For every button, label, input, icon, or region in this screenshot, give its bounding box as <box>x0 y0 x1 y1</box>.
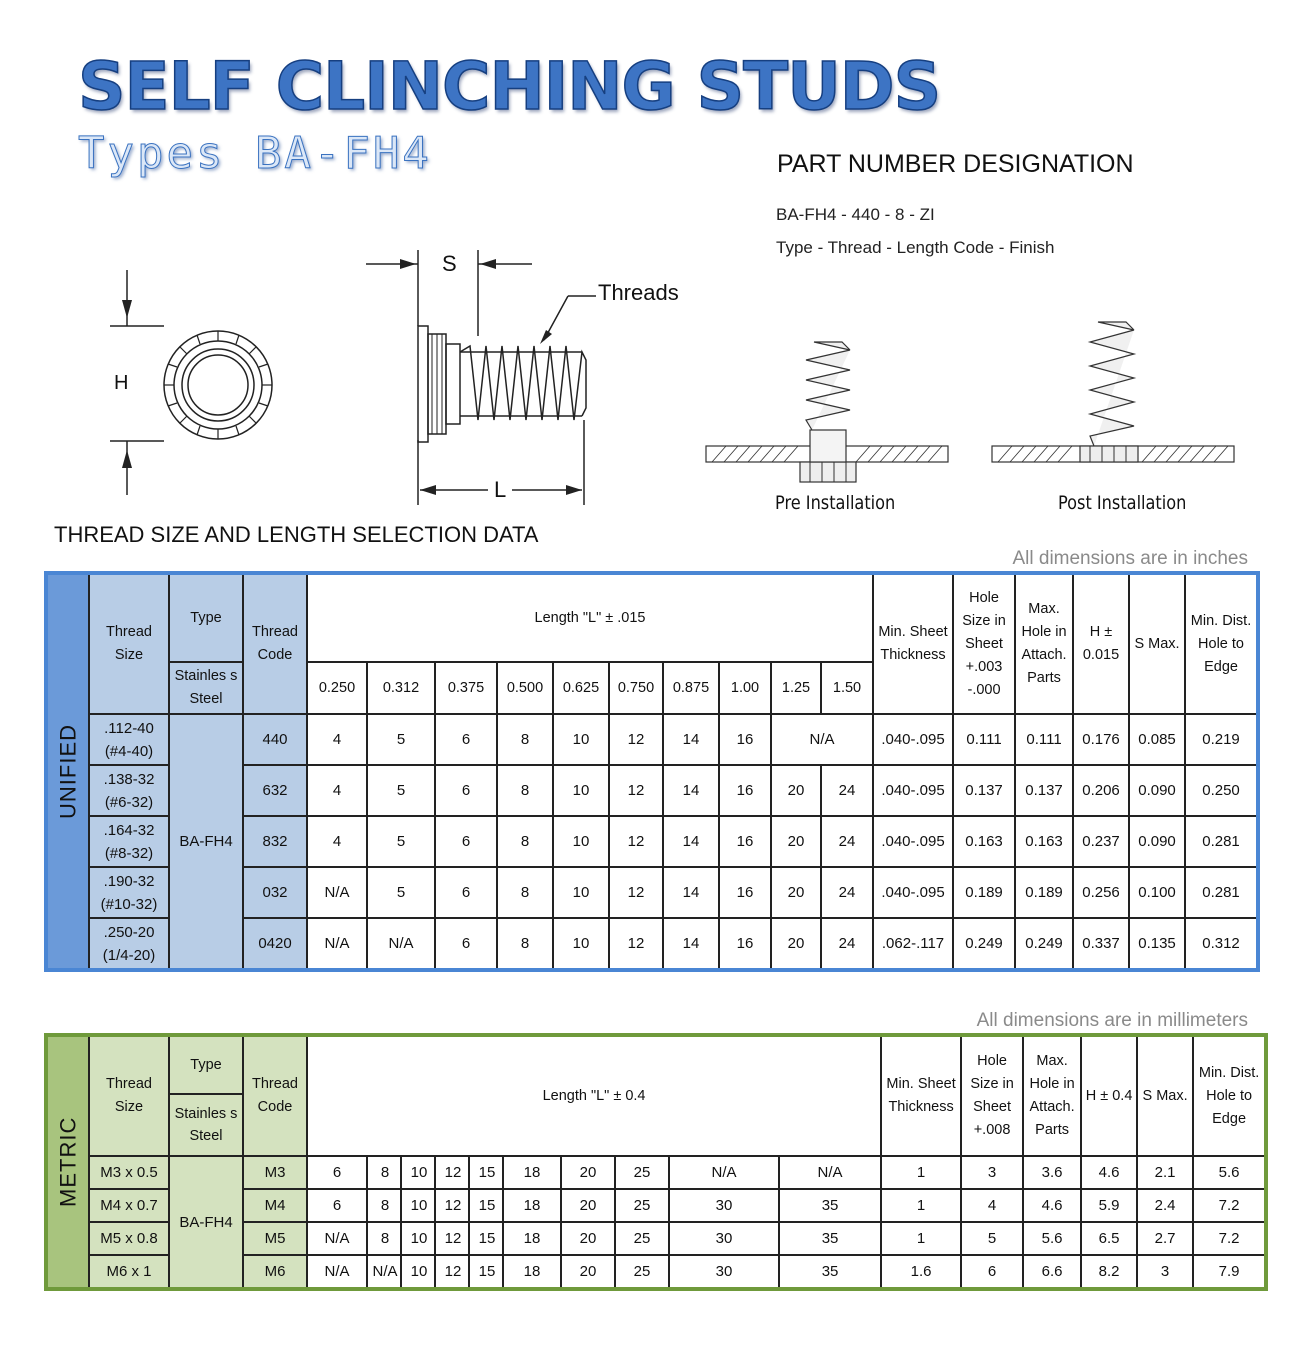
length-code-cell: 20 <box>771 816 821 867</box>
length-code-cell: 20 <box>561 1156 615 1189</box>
length-code-cell: 12 <box>609 816 663 867</box>
length-code-cell: 18 <box>503 1255 561 1288</box>
length-code-cell: 15 <box>469 1156 503 1189</box>
thread-size-cell <box>89 816 169 867</box>
metric-table <box>46 1035 1266 1289</box>
header-s: S Max. <box>1129 574 1185 714</box>
length-code-cell: 25 <box>615 1255 669 1288</box>
s-cell: 0.100 <box>1129 867 1185 918</box>
h-cell: 0.237 <box>1073 816 1129 867</box>
header-type: Type <box>170 1037 242 1095</box>
s-cell: 2.1 <box>1137 1156 1193 1189</box>
pre-installation-label: Pre Installation <box>775 492 896 514</box>
length-code-cell: 18 <box>503 1189 561 1222</box>
thread-size-primary: .138-32 <box>103 770 155 788</box>
max-hole-cell: 0.111 <box>1015 714 1073 765</box>
length-code-cell: 8 <box>497 765 553 816</box>
thread-size-cell: M4 x 0.7 <box>89 1189 169 1222</box>
min-dist-cell: 7.2 <box>1193 1222 1265 1255</box>
header-stainless: Stainles s Steel <box>169 662 243 714</box>
length-code-cell: 35 <box>779 1255 881 1288</box>
min-dist-cell: 0.312 <box>1185 918 1257 969</box>
length-code-cell: N/A <box>367 1255 401 1288</box>
page-title: SELF CLINCHING STUDS <box>78 48 941 125</box>
length-code-cell: N/A <box>307 867 367 918</box>
hole-size-cell: 3 <box>961 1156 1023 1189</box>
length-code-cell: 15 <box>469 1222 503 1255</box>
thread-code-cell: 832 <box>243 816 307 867</box>
unified-units-note: All dimensions are in inches <box>1012 548 1248 569</box>
length-header: 0.312 <box>367 662 435 714</box>
header-min-sheet: Min. Sheet Thickness <box>881 1036 961 1156</box>
thread-code-cell: M4 <box>243 1189 307 1222</box>
unified-side-label: UNIFIED <box>47 574 89 969</box>
length-code-cell: 4 <box>307 765 367 816</box>
hole-size-cell: 6 <box>961 1255 1023 1288</box>
header-max-hole: Max. Hole in Attach. Parts <box>1023 1036 1081 1156</box>
s-cell: 3 <box>1137 1255 1193 1288</box>
thread-code-cell: 0420 <box>243 918 307 969</box>
pre-installation-drawing <box>706 342 948 482</box>
thread-size-primary: .112-40 <box>104 719 154 737</box>
length-code-cell: 6 <box>435 765 497 816</box>
hole-size-cell: 4 <box>961 1189 1023 1222</box>
min-dist-cell: 0.250 <box>1185 765 1257 816</box>
min-dist-cell: 5.6 <box>1193 1156 1265 1189</box>
thread-size-cell: M6 x 1 <box>89 1255 169 1288</box>
length-code-cell: 12 <box>609 714 663 765</box>
thread-size-cell <box>89 714 169 765</box>
length-code-cell: 4 <box>307 816 367 867</box>
length-code-cell: 8 <box>497 816 553 867</box>
thread-code-cell: M5 <box>243 1222 307 1255</box>
thread-code-cell: M3 <box>243 1156 307 1189</box>
hole-size-cell: 0.163 <box>953 816 1015 867</box>
length-code-cell: 15 <box>469 1255 503 1288</box>
header-hole-size: Hole Size in Sheet +.008 <box>961 1036 1023 1156</box>
min-sheet-cell: 1.6 <box>881 1255 961 1288</box>
length-header: 0.500 <box>497 662 553 714</box>
length-header: 1.00 <box>719 662 771 714</box>
min-sheet-cell: 1 <box>881 1222 961 1255</box>
length-code-cell: 6 <box>435 918 497 969</box>
length-code-cell: 25 <box>615 1222 669 1255</box>
min-sheet-cell: .040-.095 <box>873 816 953 867</box>
max-hole-cell: 0.189 <box>1015 867 1073 918</box>
length-code-cell: 16 <box>719 765 771 816</box>
length-code-cell: 8 <box>497 867 553 918</box>
length-code-cell: 20 <box>561 1222 615 1255</box>
h-cell: 0.337 <box>1073 918 1129 969</box>
thread-code-cell: 632 <box>243 765 307 816</box>
length-code-cell: 12 <box>435 1255 469 1288</box>
s-dimension-label: S <box>442 251 457 276</box>
thread-size-secondary: (#4-40) <box>104 742 154 760</box>
length-code-cell: 8 <box>367 1156 401 1189</box>
length-code-cell: N/A <box>307 1255 367 1288</box>
s-cell: 2.7 <box>1137 1222 1193 1255</box>
header-max-hole: Max. Hole in Attach. Parts <box>1015 574 1073 714</box>
length-code-cell: 8 <box>497 714 553 765</box>
min-sheet-cell: .040-.095 <box>873 867 953 918</box>
length-header: 0.625 <box>553 662 609 714</box>
header-min-dist: Min. Dist. Hole to Edge <box>1185 574 1257 714</box>
length-code-cell: 14 <box>663 816 719 867</box>
min-dist-cell: 0.219 <box>1185 714 1257 765</box>
length-code-cell: N/A <box>771 714 873 765</box>
length-header: 0.750 <box>609 662 663 714</box>
length-code-cell: 8 <box>497 918 553 969</box>
length-code-cell: 4 <box>307 714 367 765</box>
post-installation-drawing <box>992 322 1234 462</box>
length-code-cell: 10 <box>401 1255 435 1288</box>
max-hole-cell: 4.6 <box>1023 1189 1081 1222</box>
selection-data-title: THREAD SIZE AND LENGTH SELECTION DATA <box>54 522 539 547</box>
min-sheet-cell: 1 <box>881 1189 961 1222</box>
thread-size-cell <box>89 765 169 816</box>
length-code-cell: 20 <box>771 867 821 918</box>
length-code-cell: 12 <box>609 918 663 969</box>
length-header: 1.50 <box>821 662 873 714</box>
stud-drawing <box>0 0 1300 520</box>
h-cell: 0.206 <box>1073 765 1129 816</box>
length-code-cell: N/A <box>779 1156 881 1189</box>
length-code-cell: 20 <box>561 1255 615 1288</box>
thread-size-cell: M3 x 0.5 <box>89 1156 169 1189</box>
table-row <box>47 1156 1265 1189</box>
length-code-cell: N/A <box>307 918 367 969</box>
stud-end-view <box>110 270 272 495</box>
min-sheet-cell: 1 <box>881 1156 961 1189</box>
length-code-cell: 16 <box>719 714 771 765</box>
length-code-cell: 10 <box>401 1189 435 1222</box>
length-code-cell: 25 <box>615 1156 669 1189</box>
header-stainless: Stainles s Steel <box>174 1106 238 1144</box>
header-s: S Max. <box>1137 1036 1193 1156</box>
length-code-cell: 20 <box>561 1189 615 1222</box>
max-hole-cell: 3.6 <box>1023 1156 1081 1189</box>
length-code-cell: 10 <box>553 918 609 969</box>
header-h: H ± 0.015 <box>1073 574 1129 714</box>
length-code-cell: 6 <box>307 1156 367 1189</box>
table-row <box>47 714 1257 765</box>
post-installation-label: Post Installation <box>1058 492 1187 514</box>
header-thread-code: Thread Code <box>243 1036 307 1156</box>
hole-size-cell: 0.249 <box>953 918 1015 969</box>
s-cell: 0.090 <box>1129 765 1185 816</box>
max-hole-cell: 0.137 <box>1015 765 1073 816</box>
length-code-cell: 16 <box>719 918 771 969</box>
length-code-cell: 20 <box>771 918 821 969</box>
min-dist-cell: 7.2 <box>1193 1189 1265 1222</box>
header-min-dist: Min. Dist. Hole to Edge <box>1193 1036 1265 1156</box>
metric-units-note: All dimensions are in millimeters <box>976 1010 1248 1031</box>
header-hole-size: Hole Size in Sheet +.003 -.000 <box>953 574 1015 714</box>
length-code-cell: 16 <box>719 816 771 867</box>
hole-size-cell: 0.189 <box>953 867 1015 918</box>
h-cell: 4.6 <box>1081 1156 1137 1189</box>
length-header: 0.250 <box>307 662 367 714</box>
length-code-cell: N/A <box>367 918 435 969</box>
length-code-cell: 5 <box>367 714 435 765</box>
length-code-cell: 12 <box>435 1156 469 1189</box>
length-code-cell: 10 <box>553 816 609 867</box>
header-length: Length "L" ± .015 <box>307 574 873 662</box>
length-code-cell: 12 <box>435 1222 469 1255</box>
header-thread-size: Thread Size <box>89 574 169 714</box>
length-code-cell: 6 <box>435 714 497 765</box>
max-hole-cell: 0.249 <box>1015 918 1073 969</box>
length-code-cell: 5 <box>367 765 435 816</box>
h-cell: 0.256 <box>1073 867 1129 918</box>
unified-table <box>46 573 1258 970</box>
page-subtitle: Types BA-FH4 <box>78 128 432 179</box>
min-sheet-cell: .062-.117 <box>873 918 953 969</box>
min-dist-cell: 7.9 <box>1193 1255 1265 1288</box>
thread-size-cell <box>89 867 169 918</box>
thread-size-secondary: (#10-32) <box>100 895 158 913</box>
length-header: 0.875 <box>663 662 719 714</box>
min-dist-cell: 0.281 <box>1185 867 1257 918</box>
min-dist-cell: 0.281 <box>1185 816 1257 867</box>
length-code-cell: 35 <box>779 1189 881 1222</box>
header-type: Type <box>169 574 243 662</box>
type-cell: BA-FH4 <box>169 714 243 969</box>
length-code-cell: 12 <box>435 1189 469 1222</box>
length-code-cell: 5 <box>367 867 435 918</box>
length-code-cell: 10 <box>553 867 609 918</box>
part-number-title: PART NUMBER DESIGNATION <box>777 150 1134 178</box>
min-sheet-cell: .040-.095 <box>873 714 953 765</box>
type-cell: BA-FH4 <box>169 1156 243 1288</box>
length-code-cell: 24 <box>821 816 873 867</box>
thread-size-primary: .164-32 <box>103 821 155 839</box>
s-cell: 0.090 <box>1129 816 1185 867</box>
length-code-cell: 14 <box>663 765 719 816</box>
header-length: Length "L" ± 0.4 <box>307 1036 881 1156</box>
length-code-cell: 8 <box>367 1222 401 1255</box>
length-code-cell: 8 <box>367 1189 401 1222</box>
header-min-sheet: Min. Sheet Thickness <box>873 574 953 714</box>
length-code-cell: 16 <box>719 867 771 918</box>
length-code-cell: 18 <box>503 1156 561 1189</box>
h-cell: 5.9 <box>1081 1189 1137 1222</box>
thread-size-secondary: (#6-32) <box>104 793 154 811</box>
s-cell: 0.085 <box>1129 714 1185 765</box>
l-dimension-label: L <box>494 477 507 502</box>
length-code-cell: 15 <box>469 1189 503 1222</box>
length-code-cell: 25 <box>615 1189 669 1222</box>
h-cell: 8.2 <box>1081 1255 1137 1288</box>
hole-size-cell: 0.111 <box>953 714 1015 765</box>
thread-size-cell: M5 x 0.8 <box>89 1222 169 1255</box>
length-code-cell: 5 <box>367 816 435 867</box>
max-hole-cell: 0.163 <box>1015 816 1073 867</box>
length-header: 1.25 <box>771 662 821 714</box>
length-code-cell: N/A <box>669 1156 779 1189</box>
header-thread-code: Thread Code <box>243 574 307 714</box>
length-code-cell: 30 <box>669 1222 779 1255</box>
length-code-cell: 20 <box>771 765 821 816</box>
length-code-cell: 6 <box>307 1189 367 1222</box>
part-number-legend: Type - Thread - Length Code - Finish <box>776 238 1055 257</box>
length-code-cell: 24 <box>821 867 873 918</box>
length-code-cell: N/A <box>307 1222 367 1255</box>
length-code-cell: 10 <box>401 1222 435 1255</box>
s-cell: 0.135 <box>1129 918 1185 969</box>
length-code-cell: 14 <box>663 867 719 918</box>
thread-size-cell <box>89 918 169 969</box>
thread-size-primary: .190-32 <box>103 872 155 890</box>
h-dimension-label: H <box>114 372 129 394</box>
hole-size-cell: 0.137 <box>953 765 1015 816</box>
h-cell: 0.176 <box>1073 714 1129 765</box>
length-code-cell: 14 <box>663 714 719 765</box>
length-code-cell: 6 <box>435 816 497 867</box>
length-code-cell: 30 <box>669 1189 779 1222</box>
length-code-cell: 24 <box>821 765 873 816</box>
length-code-cell: 18 <box>503 1222 561 1255</box>
thread-size-secondary: (#8-32) <box>104 844 154 862</box>
thread-code-cell: M6 <box>243 1255 307 1288</box>
thread-code-cell: 440 <box>243 714 307 765</box>
max-hole-cell: 6.6 <box>1023 1255 1081 1288</box>
length-code-cell: 10 <box>553 765 609 816</box>
header-h: H ± 0.4 <box>1081 1036 1137 1156</box>
threads-label: Threads <box>598 280 679 305</box>
thread-code-cell: 032 <box>243 867 307 918</box>
length-header: 0.375 <box>435 662 497 714</box>
stud-side-view <box>366 250 596 505</box>
thread-size-secondary: (1/4-20) <box>102 946 156 964</box>
length-code-cell: 10 <box>553 714 609 765</box>
max-hole-cell: 5.6 <box>1023 1222 1081 1255</box>
thread-size-primary: .250-20 <box>103 923 155 941</box>
part-number-example: BA-FH4 - 440 - 8 - ZI <box>776 205 935 224</box>
length-code-cell: 12 <box>609 867 663 918</box>
length-code-cell: 24 <box>821 918 873 969</box>
header-thread-size: Thread Size <box>89 1036 169 1156</box>
length-code-cell: 10 <box>401 1156 435 1189</box>
length-code-cell: 6 <box>435 867 497 918</box>
h-cell: 6.5 <box>1081 1222 1137 1255</box>
hole-size-cell: 5 <box>961 1222 1023 1255</box>
min-sheet-cell: .040-.095 <box>873 765 953 816</box>
length-code-cell: 14 <box>663 918 719 969</box>
metric-side-label: METRIC <box>47 1036 89 1288</box>
length-code-cell: 30 <box>669 1255 779 1288</box>
length-code-cell: 12 <box>609 765 663 816</box>
length-code-cell: 35 <box>779 1222 881 1255</box>
s-cell: 2.4 <box>1137 1189 1193 1222</box>
